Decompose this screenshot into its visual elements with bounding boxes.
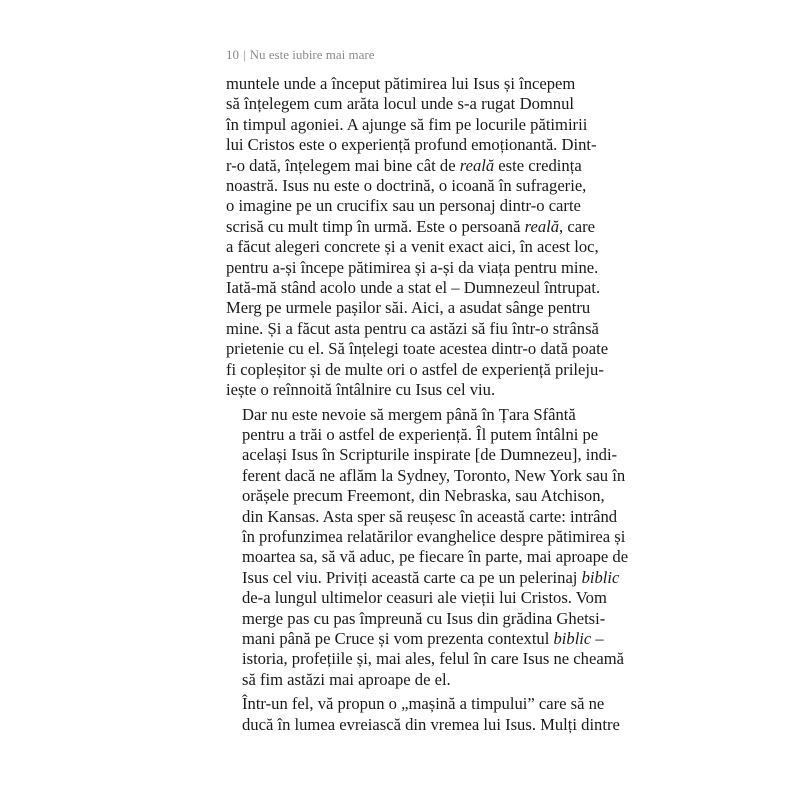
text-line: iește o reînnoită întâlnire cu Isus cel viu. — [226, 380, 496, 400]
text-line: același Isus în Scripturile inspirate [de Dumnezeu], indi- — [242, 445, 618, 465]
running-header — [226, 44, 574, 66]
text-line: moartea sa, să vă aduc, pe fiecare în parte, mai aproape de — [242, 547, 629, 567]
text-line: muntele unde a început pătimirea lui Isus și începem — [226, 74, 576, 93]
text-line: o imagine pe un crucifix sau un personaj dintr-o carte — [226, 196, 581, 216]
paragraph — [226, 74, 609, 401]
text-line: ducă în lumea evreiască din vremea lui Isus. Mulți dintre — [242, 714, 620, 734]
text-line: noastră. Isus nu este o doctrină, o icoană în sufragerie, — [226, 176, 587, 196]
text-line: în timpul agoniei. A ajunge să fim pe locurile pătimirii — [226, 114, 588, 134]
book-page — [226, 44, 629, 735]
text-line: Merg pe urmele pașilor săi. Aici, a asudat sânge pentru — [226, 298, 591, 318]
paragraph — [226, 694, 620, 735]
text-line: de-a lungul ultimelor ceasuri ale vieții lui Cristos. Vom — [242, 588, 607, 608]
text-line: scrisă cu mult timp în urmă. Este o persoană reală, care — [226, 216, 595, 236]
text-line: Isus cel viu. Priviți această carte ca pe un pelerinaj biblic — [242, 567, 620, 587]
text-line: r-o dată, înțelegem mai bine cât de reală este credința — [226, 155, 582, 175]
body-text — [226, 74, 629, 735]
text-line: Într-un fel, vă propun o „mașină a timpului” care să ne — [242, 694, 605, 714]
text-line: ferent dacă ne aflăm la Sydney, Toronto, New York sau în — [242, 465, 626, 485]
text-line: Dar nu este nevoie să mergem până în Țara Sfântă — [242, 404, 576, 424]
text-line: fi copleșitor și de multe ori o astfel de experiență prileju- — [226, 359, 604, 379]
text-line: pentru a-și începe pătimirea și a-și da viața pentru mine. — [226, 257, 599, 277]
text-line: prietenie cu el. Să înțelegi toate acestea dintr-o dată poate — [226, 339, 609, 359]
text-line: orășele precum Freemont, din Nebraska, sau Atchison, — [242, 486, 605, 506]
paragraph — [226, 404, 629, 691]
text-line: a făcut alegeri concrete și a venit exact aici, în acest loc, — [226, 237, 599, 257]
text-line: să fim astăzi mai aproape de el. — [242, 669, 451, 689]
text-line: pentru a trăi o astfel de experiență. Îl putem întâlni pe — [242, 424, 599, 444]
text-line: merge pas cu pas împreună cu Isus din grădina Ghetsi- — [242, 608, 606, 628]
text-line: în profunzimea relatărilor evanghelice despre pătimirea și — [242, 526, 626, 546]
text-line: mine. Și a făcut asta pentru ca astăzi să fiu într-o strânsă — [226, 318, 599, 338]
text-line: mani până pe Cruce și vom prezenta contextul biblic – — [242, 628, 604, 648]
text-line: istoria, profețiile și, mai ales, felul în care Isus ne cheamă — [242, 649, 624, 669]
header-separator: | — [243, 47, 246, 62]
text-line: lui Cristos este o experiență profund emoționantă. Dint- — [226, 135, 597, 155]
text-line: din Kansas. Asta sper să reușesc în această carte: intrând — [242, 506, 618, 526]
text-line: Iată-mă stând acolo unde a stat el – Dumnezeul întrupat. — [226, 278, 601, 298]
text-line: să înțelegem cum arăta locul unde s-a rugat Domnul — [226, 94, 574, 114]
book-title: Nu este iubire mai mare — [249, 47, 375, 62]
page-number: 10 — [226, 47, 239, 62]
